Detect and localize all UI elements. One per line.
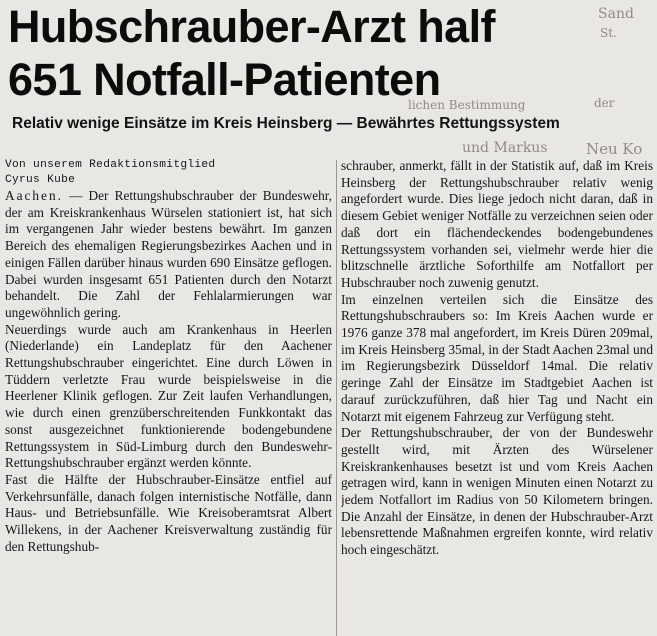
column-divider: [336, 160, 337, 636]
article-paragraph: [5, 188, 332, 322]
bleed-text-4: und Markus: [462, 140, 548, 156]
article-column-right: [341, 158, 653, 636]
article-paragraph: Fast die Hälfte der Hubschrauber-Einsätze entfiel auf Verkehrsunfälle, danach folgen internistische Notfälle, dann Haus- und Betriebsunfälle. Wie Kreisoberamtsrat Albert Willekens, in der Aachener Kreisverwaltung zuständig für den Rettungshub-: [5, 471, 332, 554]
bleed-text-5: der: [594, 96, 615, 110]
article-paragraph: schrauber, anmerkt, fällt in der Statistik auf, daß im Kreis Heinsberg der Rettungshubschrauber relativ wenig angefordert wurde. Dies liege jedoch nicht daran, daß in diesem Gebiet weniger Notfälle zu verzeichnen seien oder daß dort ein flächendeckendes bodengebundenes Rettungssystem vorhanden sei, vielmehr werde hier die blitzschnelle ärztliche Soforthilfe am Notfallort per Hubschrauber noch zuwenig genutzt.: [341, 158, 653, 290]
byline-label: Von unserem Redaktionsmitglied: [5, 159, 216, 171]
dateline: Aachen.: [5, 188, 63, 203]
subheadline: Relativ wenige Einsätze im Kreis Heinsberg — Bewährtes Rettungssystem: [12, 115, 560, 132]
article-paragraph: Neuerdings wurde auch am Krankenhaus in Heerlen (Niederlande) ein Landeplatz für den Aachener Rettungshubschrauber eingerichtet. Eine durch Löwen in Tüddern verletzte Frau wurde beispielsweise in die Heerlener Klinik geflogen. Zur Zeit laufen Verhandlungen, wie durch einen grenzüberschreitenden Funkkontakt das sonst ausgezeichnet funktionierende bodengebundene Rettungssystem in Süd-Limburg durch den Bundeswehr-Rettungshubschrauber ergänzt werden könnte.: [5, 321, 332, 471]
article-column-left: [5, 158, 332, 636]
headline: [8, 0, 608, 106]
headline-line-1: Hubschrauber-Arzt half: [8, 1, 495, 52]
bleed-text-3: lichen Bestimmung: [408, 98, 526, 112]
bleed-text-1: Sand: [598, 6, 634, 22]
article-paragraph: Der Rettungshubschrauber, der von der Bundeswehr gestellt wird, mit Ärzten des Würselener Kreiskrankenhauses besetzt ist und vom Kreis Aachen getragen wird, kann in wenigen Minuten einen Notarzt zu jedem Notfallort im Radius von 50 Kilometern bringen. Die Anzahl der Einsätze, in denen der Hubschrauber-Arzt lebensrettende Maßnahmen ergreifen konnte, wird relativ hoch eingeschätzt.: [341, 425, 653, 558]
paragraph-1-text: — Der Rettungshubschrauber der Bundeswehr, der am Kreiskrankenhaus Würselen stationiert ist, hat sich im vergangenen Jahr wieder bestens bewährt. Im ganzen Bereich des ehemaligen Regierungsbezirkes Aachen und in einigen Fällen darüber hinaus wurden 690 Einsätze geflogen. Dabei wurden insgesamt 651 Patienten durch den Notarzt behandelt. Die Zahl der Fehlalarmierungen war ungewöhnlich gering.: [5, 188, 332, 320]
headline-line-2: 651 Notfall-Patienten: [8, 54, 441, 105]
bleed-text-6: Neu Ko: [586, 140, 643, 158]
byline-author: Cyrus Kube: [5, 174, 76, 186]
bleed-text-2: St.: [600, 26, 617, 40]
article-paragraph: Im einzelnen verteilen sich die Einsätze des Rettungshubschraubers so: Im Kreis Aachen wurde er 1976 ganze 378 mal angefordert, im Kreis Düren 209mal, im Kreis Heinsberg 35mal, in der Stadt Aachen 23mal und im Regierungsbezirk Düsseldorf 14mal. Die relativ geringe Zahl der Einsätze im Stadtgebiet Aachen ist darauf zurückzuführen, daß hier Tag und Nacht ein Notarzt mit eigenem Fahrzeug zur Verfügung steht.: [341, 291, 653, 424]
